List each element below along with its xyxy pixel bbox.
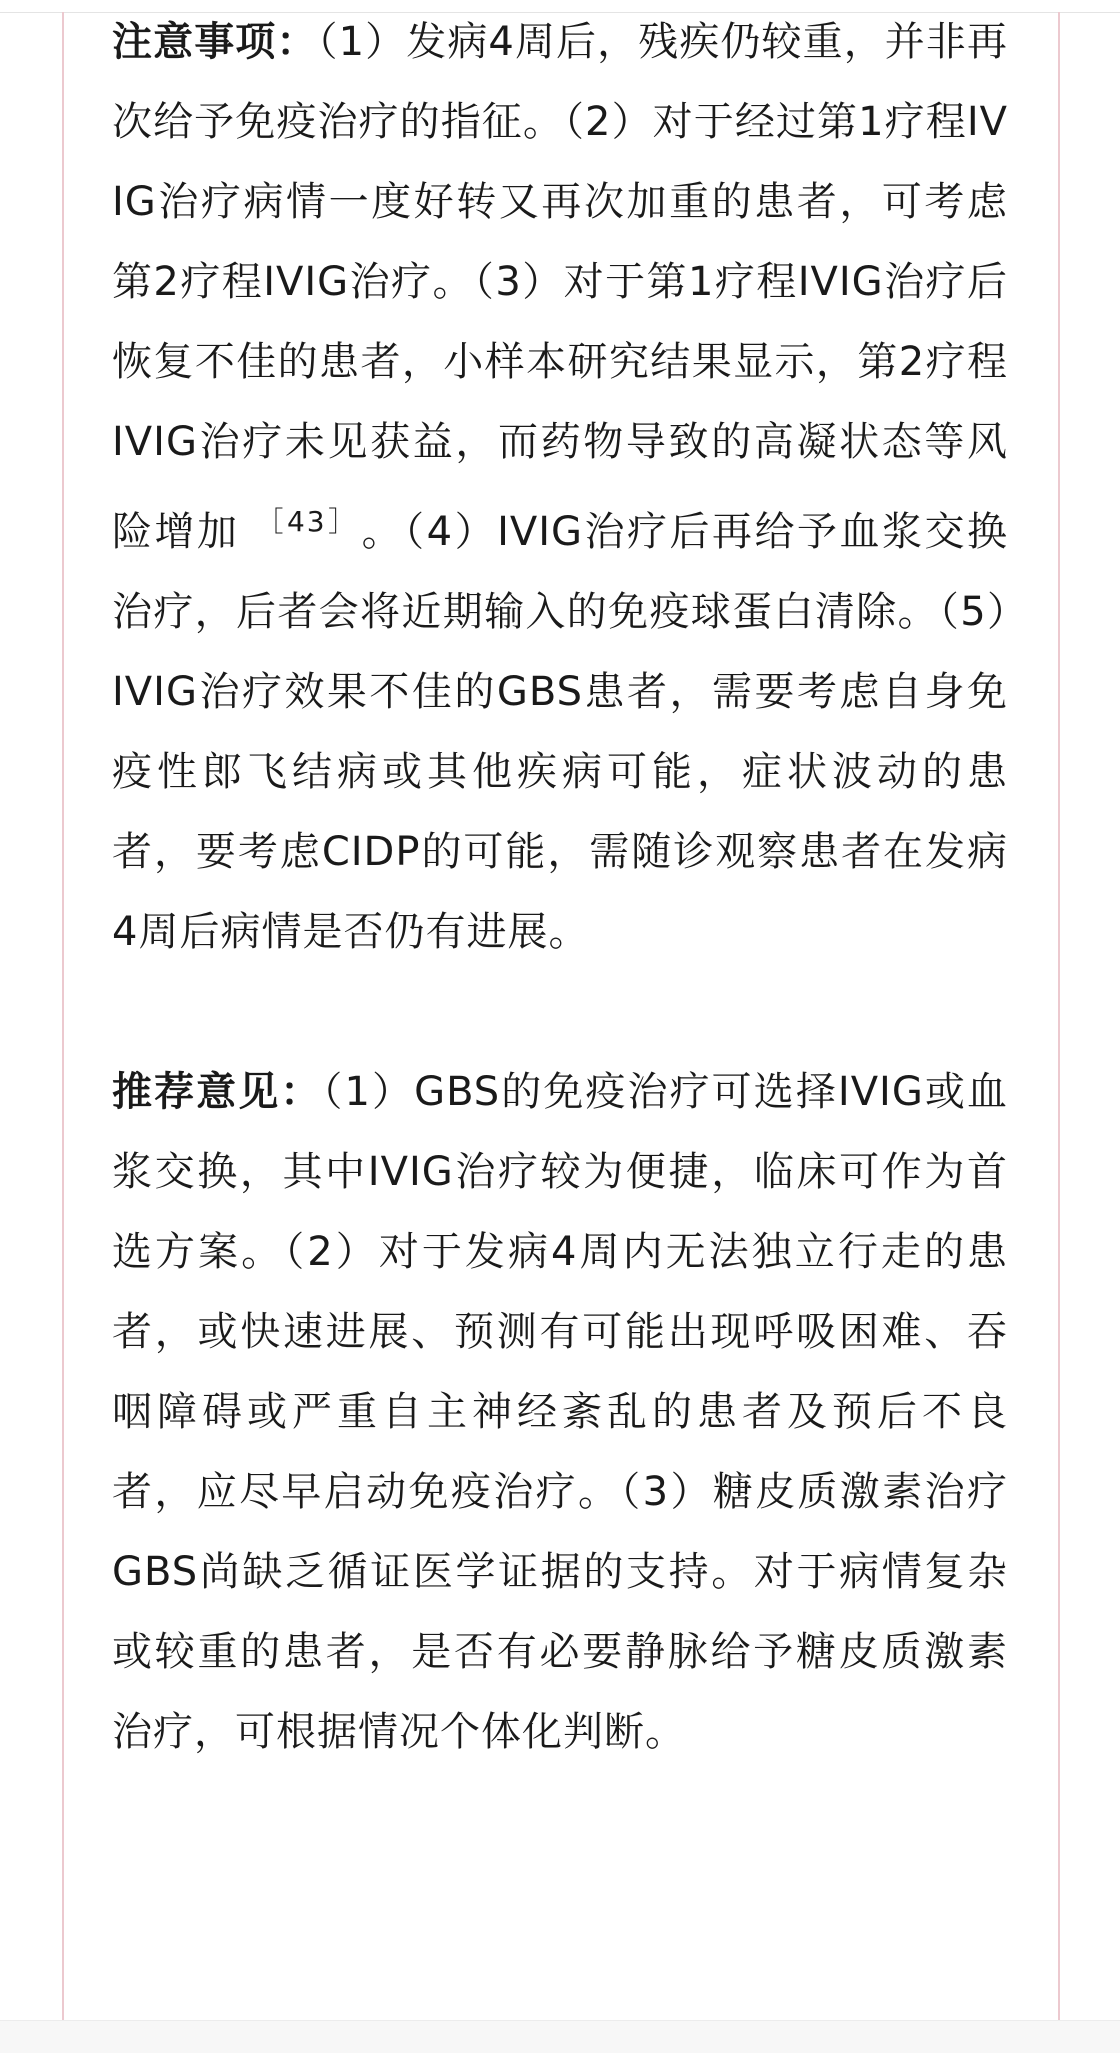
notes-label: 注意事项： — [112, 19, 318, 65]
article-body — [112, 0, 1008, 1772]
citation-reference[interactable]: ［43］ — [255, 505, 346, 538]
notes-paragraph — [112, 2, 1008, 972]
notes-text: （1）发病4周后，残疾仍较重，并非再次给予免疫治疗的指征。（2）对于经过第1疗程IVIG治疗病情一度好转又再次加重的患者，可考虑第2疗程IVIG治疗。（3）对于第1疗程IVIG治疗后恢复不佳的患者，小样本研究结果显示，第2疗程IVIG治疗未见获益，而药物导致的高凝状态等风险增加 — [112, 19, 1009, 555]
recommendations-paragraph — [112, 1052, 1008, 1772]
left-border-line — [62, 12, 64, 2020]
bottom-bar — [0, 2020, 1120, 2053]
notes-text-continued: 。（4）IVIG治疗后再给予血浆交换治疗，后者会将近期输入的免疫球蛋白清除。（5）IVIG治疗效果不佳的GBS患者，需要考虑自身免疫性郎飞结病或其他疾病可能，症状波动的患者，要考虑CIDP的可能，需随诊观察患者在发病4周后病情是否仍有进展。 — [112, 509, 1008, 955]
right-border-line — [1058, 12, 1060, 2020]
recommendations-text: （1）GBS的免疫治疗可选择IVIG或血浆交换，其中IVIG治疗较为便捷，临床可作为首选方案。（2）对于发病4周内无法独立行走的患者，或快速进展、预测有可能出现呼吸困难、吞咽障碍或严重自主神经紊乱的患者及预后不良者，应尽早启动免疫治疗。（3）糖皮质激素治疗GBS尚缺乏循证医学证据的支持。对于病情复杂或较重的患者，是否有必要静脉给予糖皮质激素治疗，可根据情况个体化判断。 — [112, 1069, 1008, 1755]
recommendations-label: 推荐意见： — [112, 1069, 323, 1115]
